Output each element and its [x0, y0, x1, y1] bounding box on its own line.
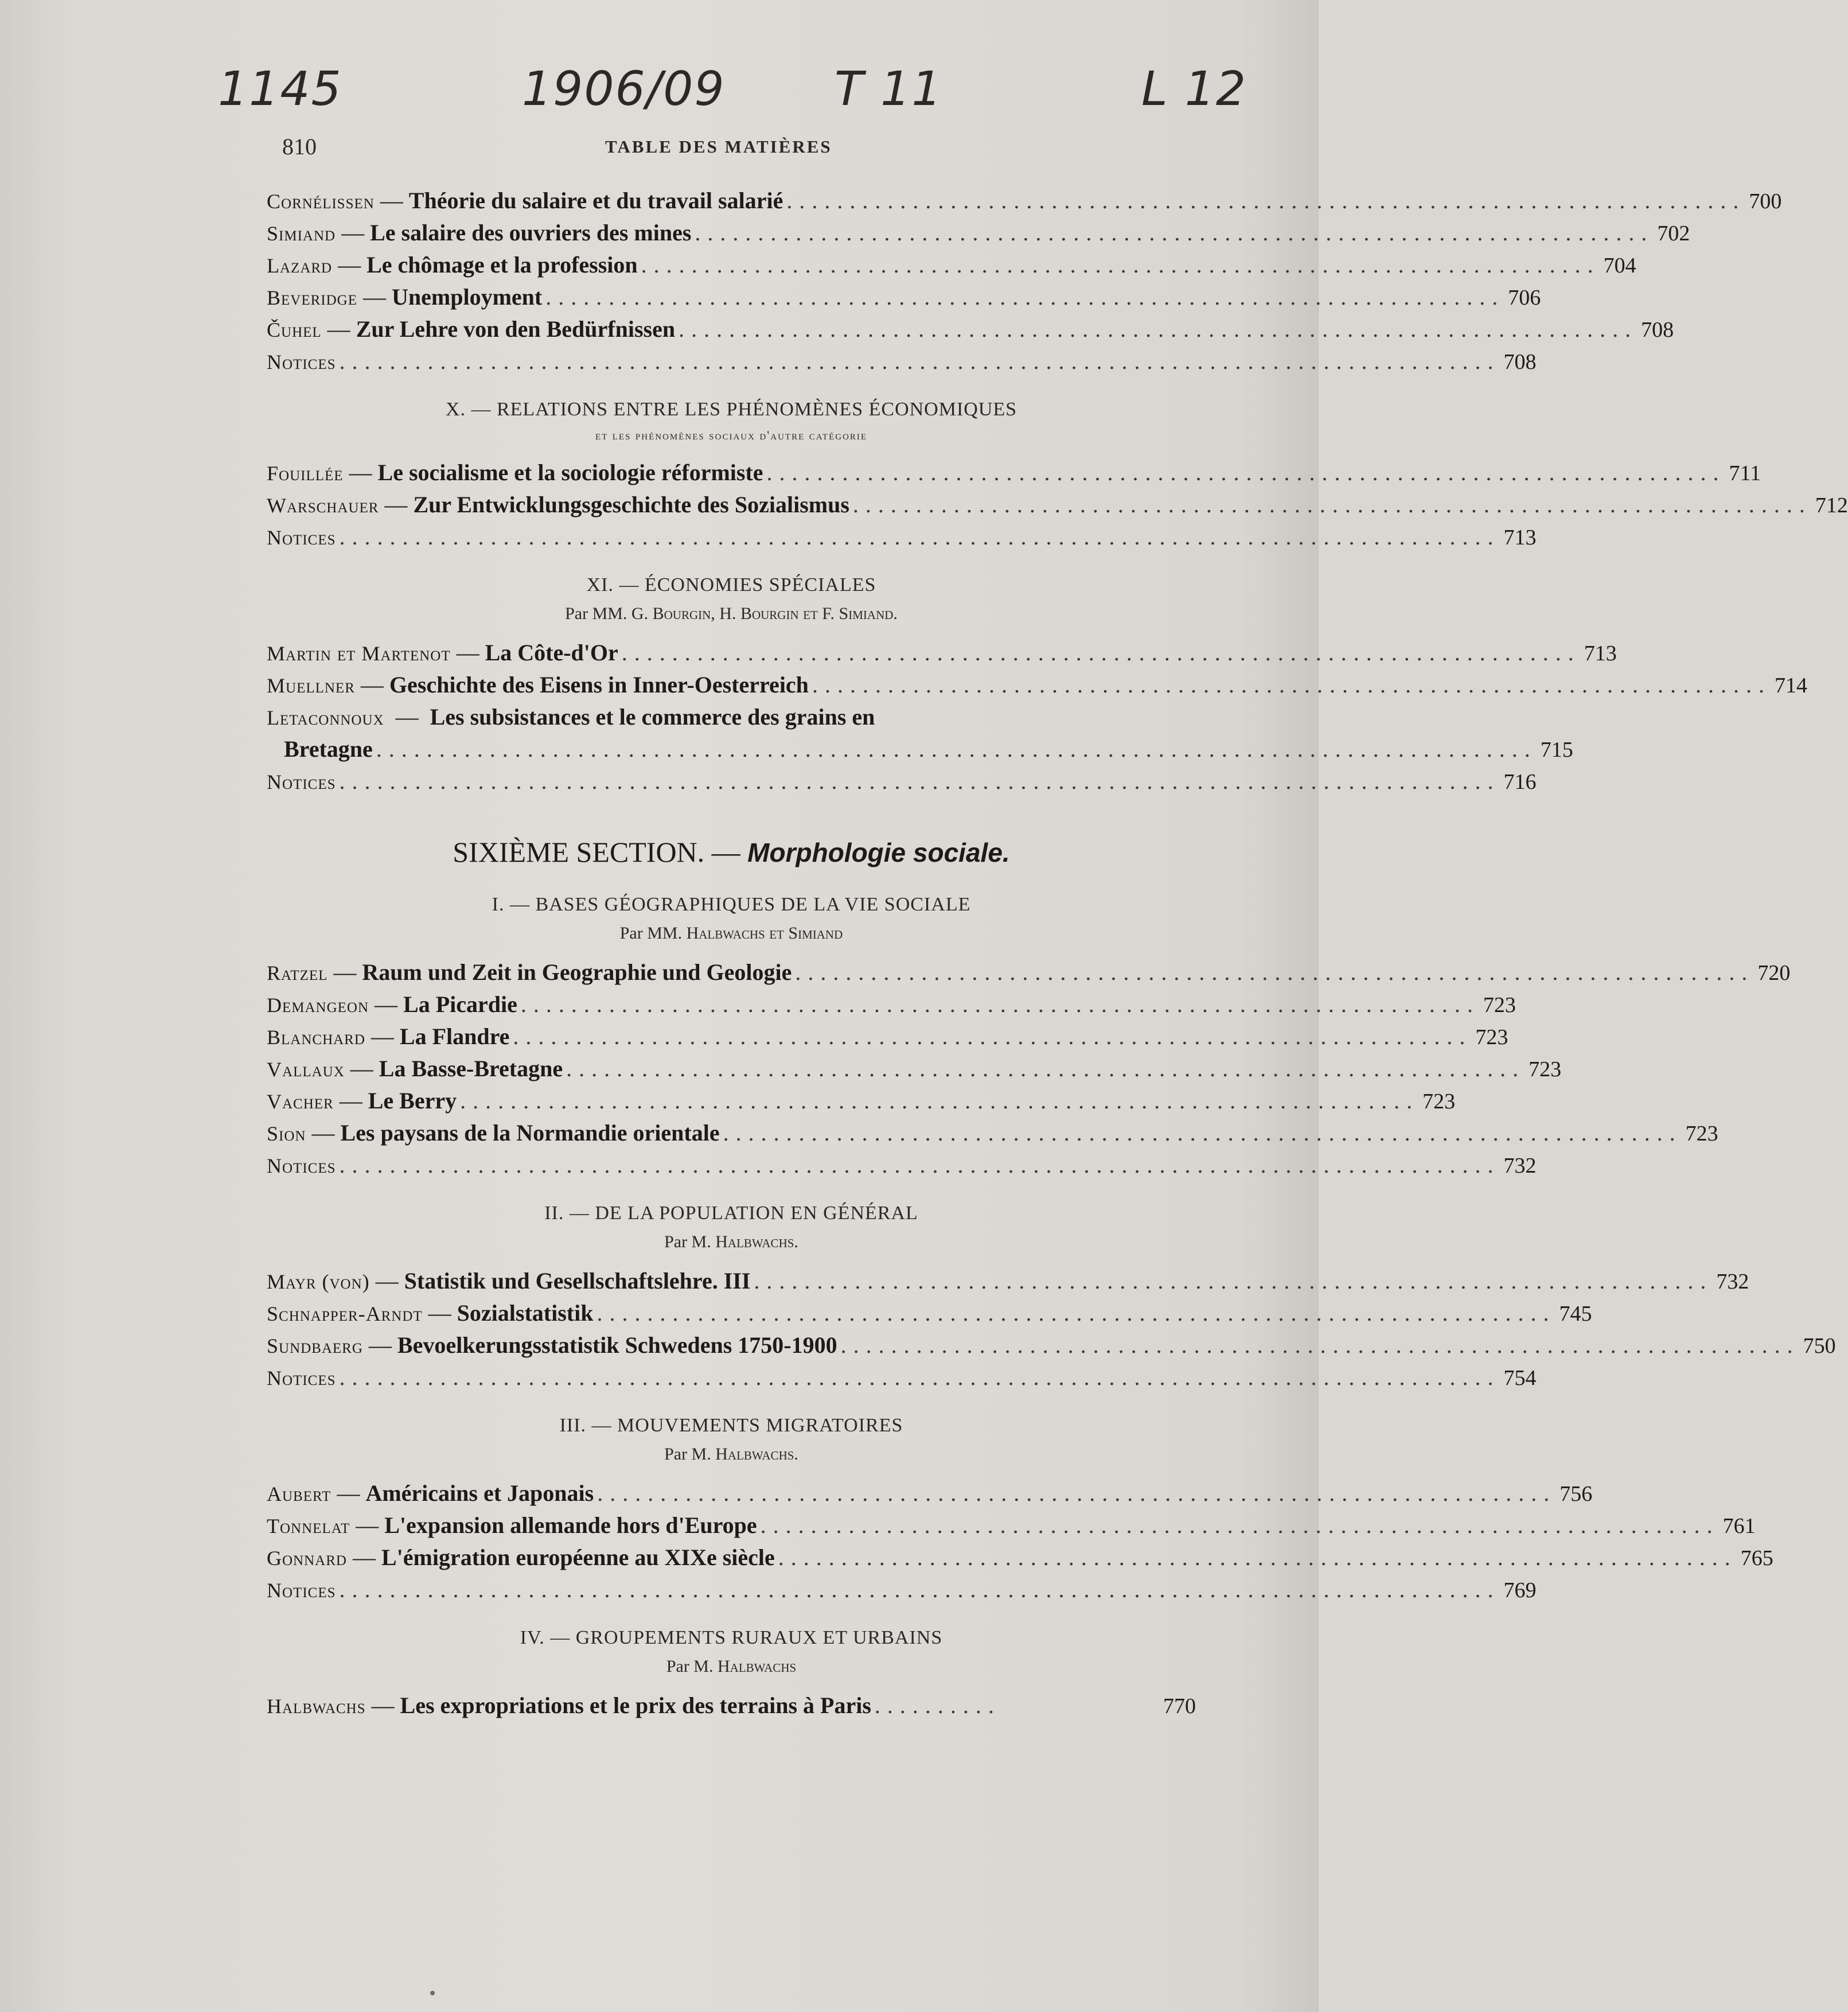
toc-section-xi	[267, 570, 1807, 797]
toc-page: 723	[1422, 1089, 1456, 1114]
toc-section-6-3	[267, 1411, 1773, 1606]
toc-author: Vallaux	[267, 1058, 345, 1081]
toc-author: Lazard	[267, 254, 333, 277]
toc-author: Notices	[267, 526, 336, 549]
toc-title: La Côte-d'Or	[485, 640, 618, 666]
toc-section-6-2	[267, 1198, 1836, 1394]
toc-page: 706	[1508, 286, 1541, 310]
toc-author: Fouillée	[267, 462, 344, 485]
toc-leader: ............................................................................	[641, 252, 1600, 278]
toc-page: 702	[1657, 221, 1690, 246]
toc-page: 700	[1749, 189, 1782, 213]
section-heading: X. — RELATIONS ENTRE LES PHÉNOMÈNES ÉCONOMIQUES	[445, 399, 1017, 420]
toc-page: 756	[1560, 1482, 1593, 1506]
toc-row-notices	[267, 1574, 1537, 1606]
toc-author: Notices	[267, 1367, 336, 1390]
section-heading: III. — MOUVEMENTS MIGRATOIRES	[559, 1415, 903, 1436]
toc-author: Vacher	[267, 1090, 334, 1113]
section-byline: Par M. Halbwachs.	[664, 1232, 798, 1251]
toc-author: Aubert	[267, 1482, 332, 1505]
toc-page: 715	[1540, 738, 1573, 762]
toc-author: Tonnelat	[267, 1515, 350, 1538]
toc-author: Muellner	[267, 674, 355, 697]
toc-leader: ............................................................................................	[339, 1152, 1500, 1178]
toc-row: Čuhel — Zur Lehre von den Bedürfnissen ............................................................................ 708	[267, 313, 1196, 345]
toc-row-continuation	[267, 733, 1573, 765]
toc-leader: ............................................................................	[545, 284, 1505, 310]
toc-author: Notices	[267, 770, 336, 793]
section-heading: II. — DE LA POPULATION EN GÉNÉRAL	[544, 1202, 918, 1224]
toc-row: Ratzel — Raum und Zeit in Geographie und Geologie ............................................................................ 720	[267, 956, 1196, 989]
toc-leader: ............................................................................................	[339, 524, 1500, 550]
toc-row: Sion — Les paysans de la Normandie orientale ............................................................................ 723	[267, 1117, 1196, 1149]
toc-block-intro	[267, 185, 1782, 378]
toc-author: Notices	[267, 1154, 336, 1177]
toc-leader: ............................................................................................	[376, 736, 1537, 762]
toc-page: 723	[1685, 1122, 1718, 1146]
toc-page: 765	[1740, 1546, 1773, 1570]
toc-row-notices	[267, 1149, 1537, 1181]
toc-author: Halbwachs	[267, 1695, 366, 1718]
toc-leader: ............................................................................................	[339, 1577, 1500, 1602]
toc-row: Demangeon — La Picardie ............................................................................ 723	[267, 989, 1196, 1021]
toc-page: 713	[1503, 526, 1537, 550]
toc-row: Aubert — Américains et Japonais ............................................................................ 756	[267, 1477, 1196, 1509]
toc-page: 732	[1716, 1270, 1749, 1294]
section-heading: XI. — ÉCONOMIES SPÉCIALES	[586, 574, 876, 596]
toc-page: 716	[1503, 770, 1537, 794]
toc-page: 745	[1559, 1302, 1592, 1326]
toc-title: Unemployment	[392, 284, 543, 310]
section-subheading: et les phénomènes sociaux d'autre catégorie	[595, 428, 868, 442]
toc-leader: ............................................................................	[760, 1512, 1720, 1538]
toc-author: Sion	[267, 1122, 306, 1145]
toc-row: Muellner — Geschichte des Eisens in Inner-Oesterreich ............................................................................ 714	[267, 669, 1196, 701]
toc-section-x	[267, 395, 1848, 553]
toc-leader: ............................................................................	[597, 1480, 1557, 1506]
toc-row: Martin et Martenot — La Côte-d'Or ............................................................................ 713	[267, 637, 1196, 669]
toc-row: Beveridge — Unemployment ............................................................................ 706	[267, 281, 1196, 313]
toc-leader: ............................................................................	[786, 188, 1746, 213]
handwritten-note: T 11	[835, 62, 943, 116]
toc-author: Demangeon	[267, 994, 369, 1017]
toc-row: Simiand — Le salaire des ouvriers des mines ............................................................................ 702	[267, 217, 1196, 249]
toc-author: Warschauer	[267, 494, 379, 517]
toc-title: L'émigration européenne au XIXe siècle	[381, 1544, 775, 1570]
toc-page: 769	[1503, 1578, 1537, 1602]
toc-row: Vallaux — La Basse-Bretagne ............................................................................ 723	[267, 1053, 1196, 1085]
toc-author: Ratzel	[267, 962, 328, 984]
toc-leader: ............................................................................	[795, 959, 1755, 985]
section-byline: Par MM. G. Bourgin, H. Bourgin et F. Simiand.	[565, 604, 898, 623]
toc-row: Warschauer — Zur Entwicklungsgeschichte des Sozialismus ............................................................................ 712	[267, 489, 1196, 521]
toc-row: Sundbaerg — Bevoelkerungsstatistik Schwedens 1750-1900 ............................................................................ 750	[267, 1329, 1196, 1361]
toc-leader: ..........	[874, 1692, 1001, 1718]
toc-title: Américains et Japonais	[365, 1480, 594, 1506]
toc-leader: ............................................................................	[566, 1056, 1526, 1081]
toc-title: Geschichte des Eisens in Inner-Oesterreich	[389, 672, 809, 698]
toc-row-notices	[267, 345, 1537, 378]
toc-row: Fouillée — Le socialisme et la sociologie réformiste ............................................................................ 711	[267, 457, 1196, 489]
toc-author: Cornélissen	[267, 190, 375, 213]
toc-page: 750	[1803, 1334, 1836, 1358]
toc-author: Beveridge	[267, 286, 357, 309]
toc-title: Zur Lehre von den Bedürfnissen	[356, 316, 676, 342]
toc-author: Gonnard	[267, 1547, 347, 1570]
toc-row: Halbwachs — Les expropriations et le prix des terrains à Paris .......... 770	[267, 1690, 1196, 1722]
toc-row: Gonnard — L'émigration européenne au XIXe siècle ............................................................................ 765	[267, 1542, 1196, 1574]
toc-title: Les paysans de la Normandie orientale	[340, 1120, 720, 1146]
toc-author: Notices	[267, 351, 336, 373]
toc-author: Notices	[267, 1579, 336, 1602]
page-number: 810	[282, 134, 317, 159]
toc-title: Le chômage et la profession	[367, 252, 638, 278]
toc-author: Mayr (von)	[267, 1270, 370, 1293]
toc-row: Lazard — Le chômage et la profession ............................................................................ 704	[267, 249, 1196, 281]
toc-row-notices	[267, 1361, 1537, 1394]
section-byline: Par M. Halbwachs.	[664, 1445, 798, 1464]
toc-leader: ............................................................................	[460, 1088, 1420, 1114]
toc-page: 723	[1483, 993, 1516, 1017]
toc-leader: ............................................................................	[766, 460, 1726, 485]
paper-speck	[430, 1991, 435, 1995]
part-heading: SIXIÈME SECTION. — Morphologie sociale.	[453, 836, 1010, 868]
toc-row-wrapped: Letaconnoux — Les subsistances et le commerce des grains en	[267, 704, 875, 730]
handwritten-note: 1906/09	[522, 62, 726, 116]
toc-author: Blanchard	[267, 1026, 365, 1049]
toc-title: La Picardie	[403, 991, 517, 1017]
toc-section-6-4	[267, 1623, 1196, 1722]
toc-page: 714	[1774, 674, 1807, 698]
toc-title: Théorie du salaire et du travail salarié	[408, 188, 783, 213]
section-byline: Par M. Halbwachs	[666, 1657, 797, 1676]
section-byline: Par MM. Halbwachs et Simiand	[619, 924, 843, 943]
section-heading: IV. — GROUPEMENTS RURAUX ET URBAINS	[520, 1627, 943, 1648]
toc-page: 770	[1163, 1694, 1196, 1718]
section-heading: I. — BASES GÉOGRAPHIQUES DE LA VIE SOCIALE	[492, 894, 971, 915]
toc-title: La Basse-Bretagne	[379, 1056, 563, 1081]
toc-page: 723	[1475, 1025, 1508, 1049]
toc-row: Schnapper-Arndt — Sozialstatistik ............................................................................ 745	[267, 1297, 1196, 1329]
toc-page: 754	[1503, 1366, 1537, 1390]
toc-author: Čuhel	[267, 318, 322, 341]
toc-title: Le socialisme et la sociologie réformiste	[377, 460, 763, 485]
toc-author: Letaconnoux	[267, 706, 384, 729]
toc-title: Bevoelkerungsstatistik Schwedens 1750-1900	[397, 1332, 837, 1358]
handwritten-note: L 12	[1141, 62, 1247, 116]
toc-leader: ............................................................................	[840, 1332, 1800, 1358]
toc-leader: ............................................................................................	[339, 348, 1500, 374]
toc-leader: ............................................................................	[852, 492, 1812, 517]
toc-page: 723	[1529, 1057, 1562, 1081]
toc-title: Le salaire des ouvriers des mines	[370, 220, 692, 246]
toc-page: 712	[1815, 493, 1848, 517]
toc-author: Sundbaerg	[267, 1334, 363, 1357]
toc-content	[267, 185, 1848, 1739]
toc-leader: ............................................................................................	[339, 768, 1500, 794]
toc-title: Statistik und Gesellschaftslehre. III	[404, 1268, 751, 1294]
toc-title: Le Berry	[368, 1088, 457, 1114]
toc-section-6-1	[267, 890, 1791, 1181]
toc-row-notices	[267, 765, 1537, 797]
handwritten-note: 1145	[218, 62, 342, 116]
toc-page: 761	[1722, 1514, 1756, 1538]
toc-row: Cornélissen — Théorie du salaire et du travail salarié ............................................................................ 700	[267, 185, 1196, 217]
toc-leader: ............................................................................	[520, 991, 1480, 1017]
toc-author: Simiand	[267, 222, 336, 245]
toc-row-notices	[267, 521, 1537, 553]
toc-leader: ............................................................................	[812, 672, 1771, 698]
toc-page: 711	[1729, 461, 1761, 485]
toc-page: 708	[1503, 350, 1537, 374]
toc-leader: ............................................................................	[513, 1023, 1472, 1049]
toc-leader: ............................................................................	[778, 1544, 1737, 1570]
toc-title: Zur Entwicklungsgeschichte des Sozialismus	[413, 492, 849, 517]
toc-row: Blanchard — La Flandre ............................................................................ 723	[267, 1021, 1196, 1053]
toc-page: 713	[1584, 641, 1617, 666]
toc-leader: ............................................................................................	[339, 1364, 1500, 1390]
toc-page: 720	[1757, 961, 1791, 985]
toc-row: Mayr (von) — Statistik und Gesellschaftslehre. III ............................................................................ 732	[267, 1265, 1196, 1297]
toc-row: Vacher — Le Berry ............................................................................ 723	[267, 1085, 1196, 1117]
toc-leader: ............................................................................	[621, 640, 1581, 666]
toc-title: Raum und Zeit in Geographie und Geologie	[362, 959, 792, 985]
running-title: TABLE DES MATIÈRES	[605, 137, 832, 157]
toc-leader: ............................................................................	[723, 1120, 1682, 1146]
toc-leader: ............................................................................	[596, 1300, 1556, 1326]
toc-page: 732	[1503, 1154, 1537, 1178]
toc-author: Schnapper-Arndt	[267, 1302, 423, 1325]
toc-title: L'expansion allemande hors d'Europe	[384, 1512, 757, 1538]
toc-leader: ............................................................................	[754, 1268, 1713, 1294]
toc-leader: ............................................................................	[695, 220, 1654, 246]
toc-title: Sozialstatistik	[457, 1300, 594, 1326]
toc-page: 704	[1603, 254, 1636, 278]
toc-title: Les subsistances et le commerce des grains en	[430, 704, 875, 730]
toc-title: La Flandre	[399, 1023, 510, 1049]
toc-title: Bretagne	[284, 736, 373, 762]
toc-author: Martin et Martenot	[267, 642, 451, 665]
toc-leader: ............................................................................	[679, 316, 1638, 342]
toc-page: 708	[1641, 318, 1674, 342]
toc-title: Les expropriations et le prix des terrains à Paris	[400, 1692, 871, 1718]
toc-row: Tonnelat — L'expansion allemande hors d'Europe ............................................................................ 761	[267, 1509, 1196, 1542]
